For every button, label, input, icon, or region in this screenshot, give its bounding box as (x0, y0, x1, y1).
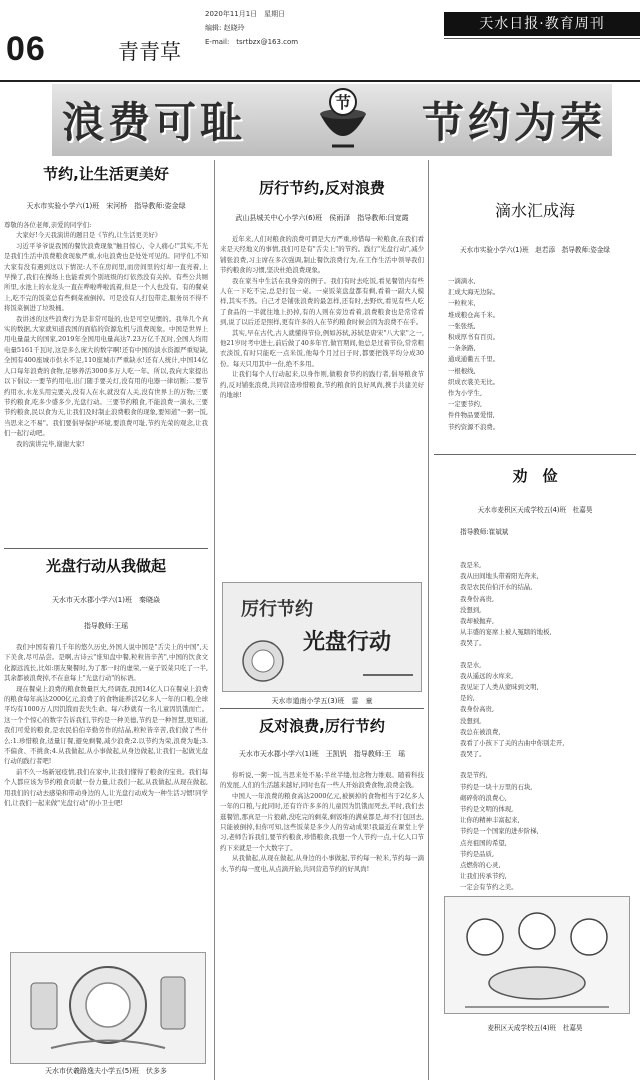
poem-line: 一定要节约, (448, 400, 482, 409)
issue-date: 2020年11月1日 星期日 (205, 10, 286, 18)
poem-body (434, 560, 636, 894)
poem-line: 一条条路, (448, 344, 476, 353)
poem-line: 我从田间地头带着阳光奔来, (460, 572, 539, 581)
poem-line: 我看了小孩下了关的古曲中你别走开, (460, 739, 565, 748)
poem-line: 节约是品质, (460, 849, 494, 858)
paragraph: 从我做起,从现在做起,从身边的小事做起,节约每一粒米,节约每一滴水,节约每一度电,从点滴开始,共同营造节约的好风尚! (220, 854, 424, 873)
poster-title: 光盘行动 (303, 630, 392, 655)
poem-line: 节约资源不浪费。 (448, 422, 500, 431)
poem-line: 我是农民伯伯汗水的结晶, (460, 583, 533, 592)
bowl-character: 节 (334, 93, 352, 112)
theme-banner (52, 84, 612, 156)
cartoon-illustration-icon (445, 897, 629, 1013)
article-oppose-waste (220, 716, 424, 874)
article-byline: 天水市天水郡小学六(1)班 王凯钒 指导教师:王 瑶 (238, 750, 406, 758)
poem-line: 我哭了。 (460, 750, 486, 759)
issue-email: E-mail: tsrtbzx@163.com (205, 38, 299, 46)
poem-line: 件件物品要爱惜, (448, 411, 495, 420)
poem-line: 点燃你的心灵, (460, 861, 501, 870)
poem-line: 节约是一块十万里的石块, (460, 782, 533, 791)
banner-slogan-right: 节约为荣 (421, 98, 606, 147)
photo-caption: 天水市伏羲路逸夫小学五(5)班 伏多多 (45, 1067, 167, 1075)
section-divider (4, 548, 208, 549)
poem-line: 我从遥远的水库来, (460, 671, 514, 680)
paragraph: 前不久一场新冠疫情,我们在家中,让我们懂得了粮食的宝贵。我们每个人都应该为节约粮食贡献一份力量,让我们一起,从我做起,从现在做起,用我们的行动去感染和带动身边的人,让光盘行动成为一种生活习惯!同学们,让我们一起来做"光盘行动"的小卫士吧! (4, 767, 208, 808)
article-title: 厉行节约,反对浪费 (259, 179, 385, 197)
poem-line: 没想到, (460, 605, 482, 614)
poster-subtitle: 厉行节约 (241, 599, 313, 620)
section-divider (220, 708, 424, 709)
poem-line: 积成厚书有百页。 (448, 333, 500, 342)
paragraph: 我在家当中生活在我身旁的例子。我们有时去吃饭,看见餐馆内有些人在一下吃不完,总是打包一桌。一桌饭菜盘盘都有剩,看着一副大人模样,其实不然。自己才是铺张浪费的最怎样,还有时,去野炊,看见有些人吃了食品的一半就往地上扔掉,有的人则在旁边看着,浪费粮食也是常常看到,说了以后还是照样,更有许多的人在节约粮食时候会因为浪费不在乎。 (220, 276, 424, 327)
poem-byline: 天水市实验小学六(1)班 赵若添 指导教师:姿金绿 (459, 246, 611, 254)
article-save-life (4, 164, 208, 449)
paragraph: 中国人一年浪费的粮食高达2000亿元,被倒掉的食物相当于2亿多人一年的口粮,与此同时,还有许许多多的儿童因为饥饿而死去,平时,我们去逛餐馆,那真是一片狼藉,没吃完的剩菜,剩饭堆的满桌都是,却不打包回去,只能被倒掉,但你可知,这些饭菜是多少人的劳动成果!我最近在课堂上学习,老师告诉我们,要节约粮食,珍惜粮食,我想一个人节约一点,十亿人口节约下来就是一个大数字了。 (220, 791, 424, 852)
article-title: 反对浪费,厉行节约 (259, 717, 385, 735)
poem-line: 我见证了人类从蒙昧到文明, (460, 683, 539, 692)
poem-line: 一粒粒米, (448, 299, 476, 308)
poem-line: 我是米, (460, 561, 482, 569)
paragraph: 我们中国有着几千年的悠久历史,外国人说中国是"舌尖上的中国",天下美食,尽可品尝。是啊,古诗云"谁知盘中餐,粒粒皆辛苦",中国的饮食文化源远流长,比如:朋友聚餐时,为了那一时的虚荣,一桌子饭菜只吃了一半,其余都被浪费掉,不在意每上"光盘行动"的标语。 (4, 643, 208, 683)
student-drawing-photo (10, 952, 206, 1064)
poem-line: 一滴滴水, (448, 277, 476, 285)
article-clean-plate (4, 556, 208, 809)
issue-meta (205, 8, 298, 50)
poem-advisor: 指导教师:崔斌斌 (460, 528, 509, 536)
photo-caption: 天水市道南小学五(3)班 雷 童 (271, 697, 373, 705)
page-number: 06 (6, 30, 46, 68)
poem-line: 我是节约, (460, 771, 488, 780)
poem-drops-to-sea (434, 200, 636, 433)
poem-line: 通成通衢五千里。 (448, 355, 500, 364)
section-title: 青青草 (118, 40, 181, 64)
poem-stanza (460, 560, 636, 650)
article-practice-frugality (220, 178, 424, 401)
column-divider (214, 160, 215, 1080)
section-divider (434, 454, 636, 455)
paragraph: 你听说,一粥一饭,当思来处不易;半丝半缕,恒念物力维艰。随着科技的发展,人们的生活越来越好,同时也有一些人开始浪费食物,浪费金钱。 (220, 771, 424, 790)
drawing-illustration-icon (11, 953, 205, 1063)
poster-drawing-photo (222, 582, 422, 692)
poem-stanza (460, 660, 636, 761)
paragraph: 习近平爷爷说我国的餐饮浪费现象"触目惊心、令人痛心!"其实,不光是我们生活中浪费粮食现象严重,水电浪费也是处处可见的。同学们,不知大家有没有遇到这以下情况:人不在房间里,而房间里的灯却一直亮着,上早操了,我们在操场上也能看到个别班级的灯依然没有关掉。有些公共厕所里,水池上的水龙头一直在哗啦哗啦流着,但是一个人也没有。有的餐桌上,吃不完的饭菜总有些剩菜被倒掉。可是没有人打包带走,服务员不得不将饭菜倒进了垃圾桶。 (4, 241, 208, 313)
poem-line: 作为小学生, (448, 389, 482, 398)
poem-line: 是的, (460, 694, 475, 703)
poem-line: 一张张纸, (448, 321, 476, 330)
poem-title: 滴水汇成海 (494, 201, 575, 220)
paragraph: 近年来,人们对粮食的浪费可谓是大方严重,珍惜每一粒粮食,在我们看来是天经地义的事情,我们可是有"舌尖上"的节约。践行"光盘行动",减少铺张浪费,习主席在多次强调,制止餐饮浪费行为,在工作生活中领导我们节约粮食的习惯,坚决杜绝浪费现象。 (220, 235, 424, 275)
article-title: 节约,让生活更美好 (43, 165, 169, 183)
issue-editor: 编辑: 赵晓玲 (205, 24, 245, 32)
poem-line: 汇成大海无边际。 (448, 288, 500, 297)
article-advisor: 指导教师:王瑶 (83, 622, 129, 630)
article-byline: 天水市实验小学六(1)班 宋河桥 指导教师:姿金绿 (26, 202, 186, 210)
poem-line: 我身份高贵, (460, 594, 494, 603)
poem-title: 劝 俭 (512, 467, 558, 485)
newspaper-brand: 天水日报·教育周刊 (444, 12, 640, 36)
poem-line: 让我们传承节约, (460, 872, 507, 881)
paragraph: 现在餐桌上浪费的粮食数量巨大,经调查,我国14亿人口在餐桌上浪费的粮食每年高达2000亿元,浪费了的食物能养活2亿多人一年的口粮,全球平均有1000万人因饥饿而丧失生命。每六秒就有一名儿童因饥饿而亡。这一个个惊心的数字告诉我们,节约是一种美德,节约是一种智慧,更知道,我们可爱的粮食,是农民伯伯辛勤劳作的结晶,粒粒皆辛苦,我们做了些什么:1.珍惜粮食,适量订餐,避免剩餐,减少浪费;2.以节约为荣,浪费为耻;3.不偏食、不挑食;4.从我做起,从小事做起,从身边做起,让我们一起做光盘行动的践行者吧! (4, 684, 208, 766)
article-byline: 武山县城关中心小学六(6)班 侯雨泽 指导教师:闫宽霞 (235, 214, 409, 222)
banner-slogan-left: 浪费可耻 (62, 98, 247, 147)
column-divider (428, 160, 429, 1080)
poem-line: 让你的精神丰富起来, (460, 816, 520, 825)
poem-line: 我是水, (460, 660, 482, 669)
poem-line: 我却被抛弃, (460, 617, 494, 626)
poem-line: 点亮祖国的希望, (460, 838, 507, 847)
poem-body (434, 276, 636, 433)
paragraph: 大家好!今天我演讲的题目是《节约,让生活更美好》 (16, 231, 162, 240)
poem-line: 我总在被浪费, (460, 727, 501, 736)
cartoon-drawing-photo (444, 896, 630, 1014)
poem-line: 我身份高贵, (460, 705, 494, 714)
poem-line: 节约是一个国家的进步阶梯, (460, 827, 539, 836)
paragraph: 尊敬的各位老师,亲爱的同学们: (4, 221, 92, 229)
paragraph: 让我们每个人行动起来,以身作则,做粮食节约的践行者,倡导粮食节约,反对铺张浪费,共同营造珍惜粮食,节约粮食的良好风尚,携手共建美好的地球! (220, 370, 424, 400)
poem-line: 织成衣裳美无比。 (448, 377, 500, 386)
poem-advise-thrift (434, 466, 636, 904)
poem-stanza (460, 770, 636, 893)
poem-line: 一根根线, (448, 366, 476, 375)
poem-line: 从丰盛的宴席上被人冤瞎的地板, (460, 628, 552, 637)
poem-byline: 天水市麦积区天成学校五(4)班 杜嘉昊 (477, 506, 593, 514)
article-byline: 天水市天水郡小学六(1)班 秦晓焱 (52, 596, 160, 604)
poem-line: 我哭了。 (460, 639, 486, 648)
poem-line: 节约是文明的体现, (460, 805, 514, 814)
poem-line: 堆成粮仓高千米。 (448, 310, 500, 319)
poem-line: 砌碎你的浪费心, (460, 793, 507, 802)
paragraph: 我讲述的这些浪费行为是非常可耻的,也是可空见惯的。我举几个真实的数据,大家就知道我国的面临的资源危机与浪费现象。中国是世界上用电量最大的国家,2019年全国用电量高达7.23万亿千瓦时,全国人均用电量5161千瓦时,这是多么庞大的数字啊!还有中国的淡水资源严重短缺,全国有400座城市供水不足,110座城市严重缺水!还有人统计,中国14亿人口每年浪费的食物,足够养活3000多万人吃一年。所以,我向大家提出以下倡议:一要节约用电,出门随手要关灯,没有用的电器一律切断;二要节约用水,水龙头用完要关,没有人在水,就没有人关,没有世界上的万物;三要节约粮食,吃多少盛多少,光盘行动。三要节约粮食,不能浪费一滴水,三要节约粮食,民以食为天,让我们及时制止浪费粮食的现象,要知道"一粥一饭,当思来之不易"。我们要倡导保护环境,要浪费可耻,节约光荣的观念,让我们一起行动吧。 (4, 314, 208, 438)
article-title: 光盘行动从我做起 (45, 557, 166, 575)
poster-illustration-icon (223, 583, 421, 691)
paragraph: 我的演讲完毕,谢谢大家! (16, 439, 85, 448)
poem-line: 一定会有节约之美。 (460, 883, 518, 892)
poem-line: 没想到, (460, 716, 482, 725)
brand-divider (444, 38, 640, 39)
rice-bowl-icon (314, 84, 372, 154)
page-header (0, 0, 640, 82)
paragraph: 其实,早在古代,古人就懂得节俭,例如苏轼,苏轼是唐宋"八大家"之一,他21岁时考中进士,前后做了40多年官,做官期间,他总是过着节俭,常常粗衣淡饭,有时只能吃一点米饭,他每个月过日子时,都要把钱平均分成30份。每天只用其中一份,绝不多用。 (220, 328, 424, 368)
photo-caption: 麦积区天成学校五(4)班 杜嘉昊 (487, 1024, 583, 1032)
